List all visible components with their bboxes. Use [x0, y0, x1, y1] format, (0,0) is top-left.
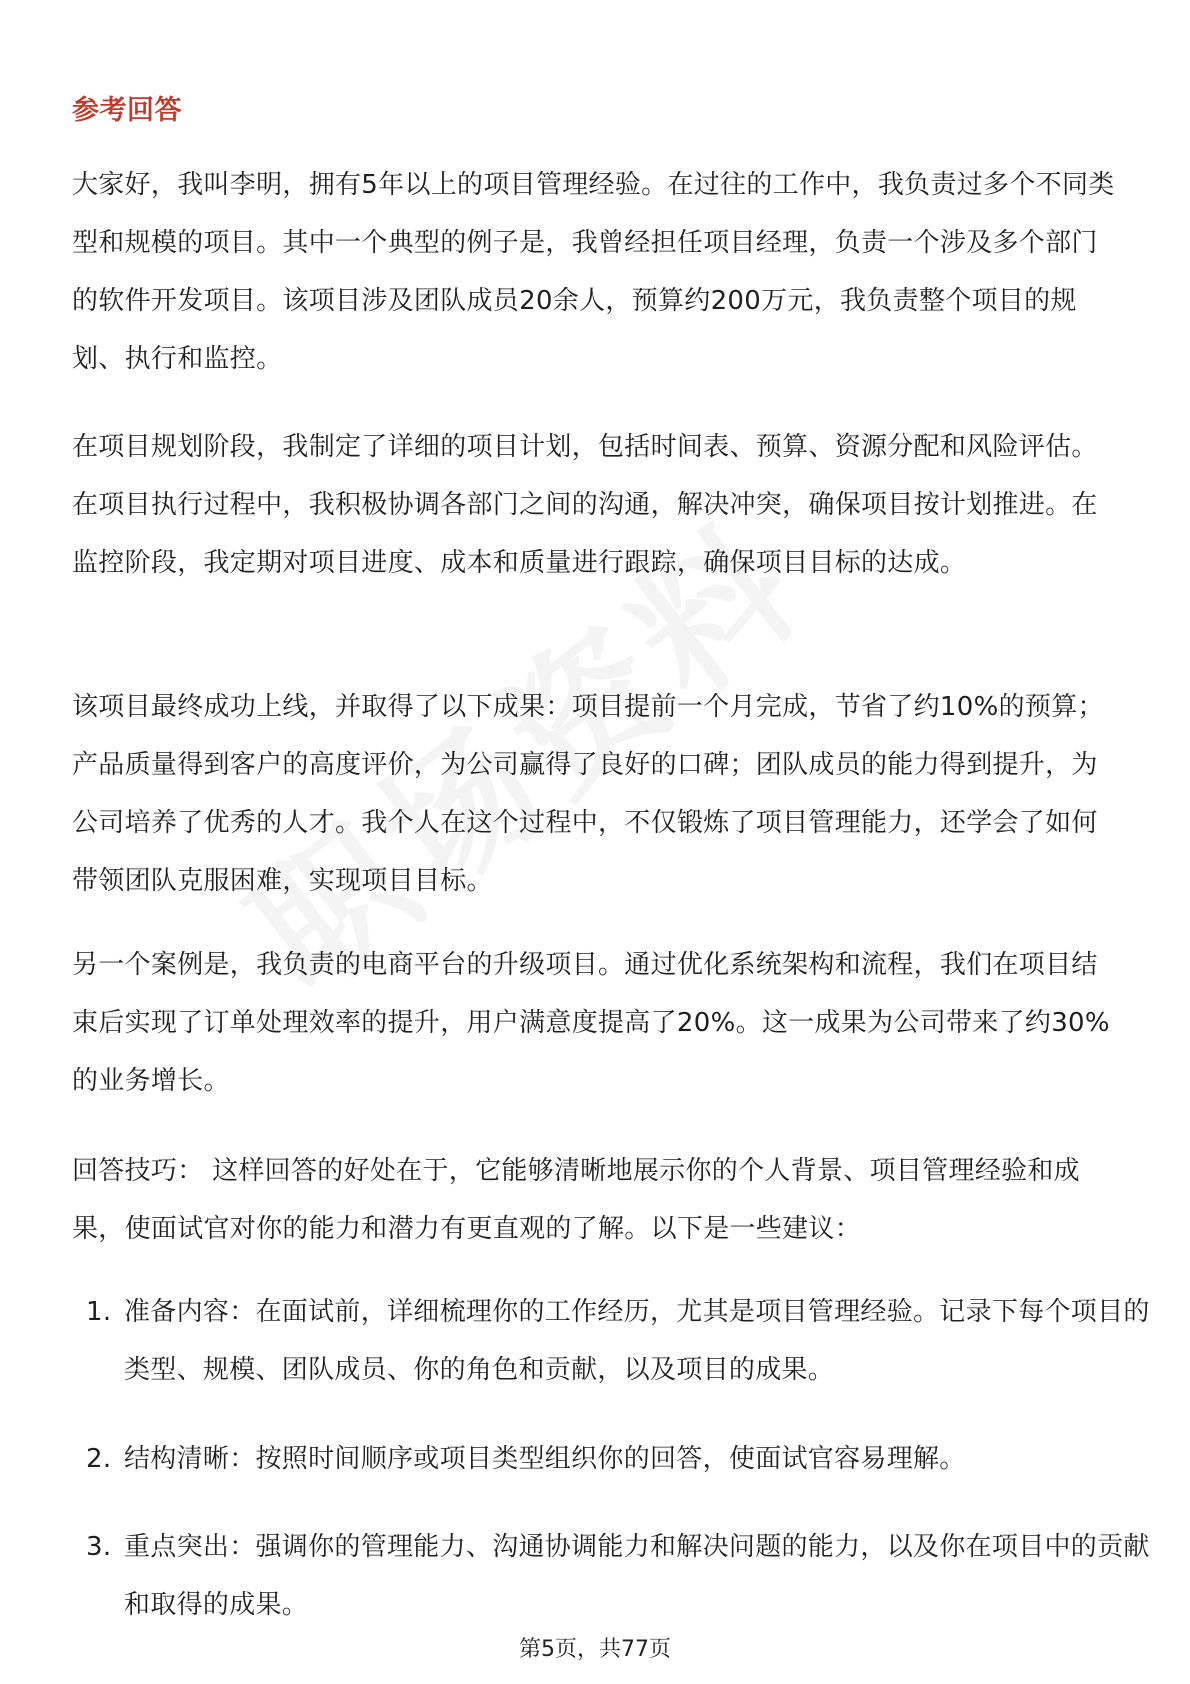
tip-item-3 — [72, 1518, 1174, 1634]
tip-number: 2. — [86, 1444, 112, 1474]
paragraph-tips-intro: 回答技巧： 这样回答的好处在于，它能够清晰地展示你的个人背景、项目管理经验和成果，使面试官对你的能力和潜力有更直观的了解。以下是一些建议： — [72, 1156, 1080, 1244]
paragraph-intro: 大家好，我叫李明，拥有5年以上的项目管理经验。在过往的工作中，我负责过多个不同类型和规模的项目。其中一个典型的例子是，我曾经担任项目经理，负责一个涉及多个部门的软件开发项目。该项目涉及团队成员20余人，预算约200万元，我负责整个项目的规划、执行和监控。 — [72, 170, 1115, 374]
tip-text: 重点突出：强调你的管理能力、沟通协调能力和解决问题的能力，以及你在项目中的贡献和取得的成果。 — [124, 1532, 1150, 1620]
paragraph-results: 该项目最终成功上线，并取得了以下成果：项目提前一个月完成，节省了约10%的预算；产品质量得到客户的高度评价，为公司赢得了良好的口碑；团队成员的能力得到提升，为公司培养了优秀的人才。我个人在这个过程中，不仅锻炼了项目管理能力，还学会了如何带领团队克服困难，实现项目目标。 — [72, 692, 1104, 896]
tip-number: 3. — [86, 1532, 112, 1562]
tip-item-1 — [72, 1283, 1174, 1399]
tip-text: 准备内容：在面试前，详细梳理你的工作经历，尤其是项目管理经验。记录下每个项目的类型、规模、团队成员、你的角色和贡献，以及项目的成果。 — [124, 1297, 1150, 1385]
paragraph-second-case: 另一个案例是，我负责的电商平台的升级项目。通过优化系统架构和流程，我们在项目结束后实现了订单处理效率的提升，用户满意度提高了20%。这一成果为公司带来了约30%的业务增长。 — [72, 950, 1110, 1096]
tip-item-2 — [72, 1430, 1174, 1488]
paragraph-planning: 在项目规划阶段，我制定了详细的项目计划，包括时间表、预算、资源分配和风险评估。在项目执行过程中，我积极协调各部门之间的沟通，解决冲突，确保项目按计划推进。在监控阶段，我定期对项目进度、成本和质量进行跟踪，确保项目目标的达成。 — [72, 432, 1098, 578]
page-number: 第5页，共77页 — [519, 1637, 671, 1662]
tip-number: 1. — [86, 1297, 112, 1327]
tip-text: 结构清晰：按照时间顺序或项目类型组织你的回答，使面试官容易理解。 — [124, 1444, 966, 1474]
section-heading: 参考回答 — [72, 95, 182, 126]
